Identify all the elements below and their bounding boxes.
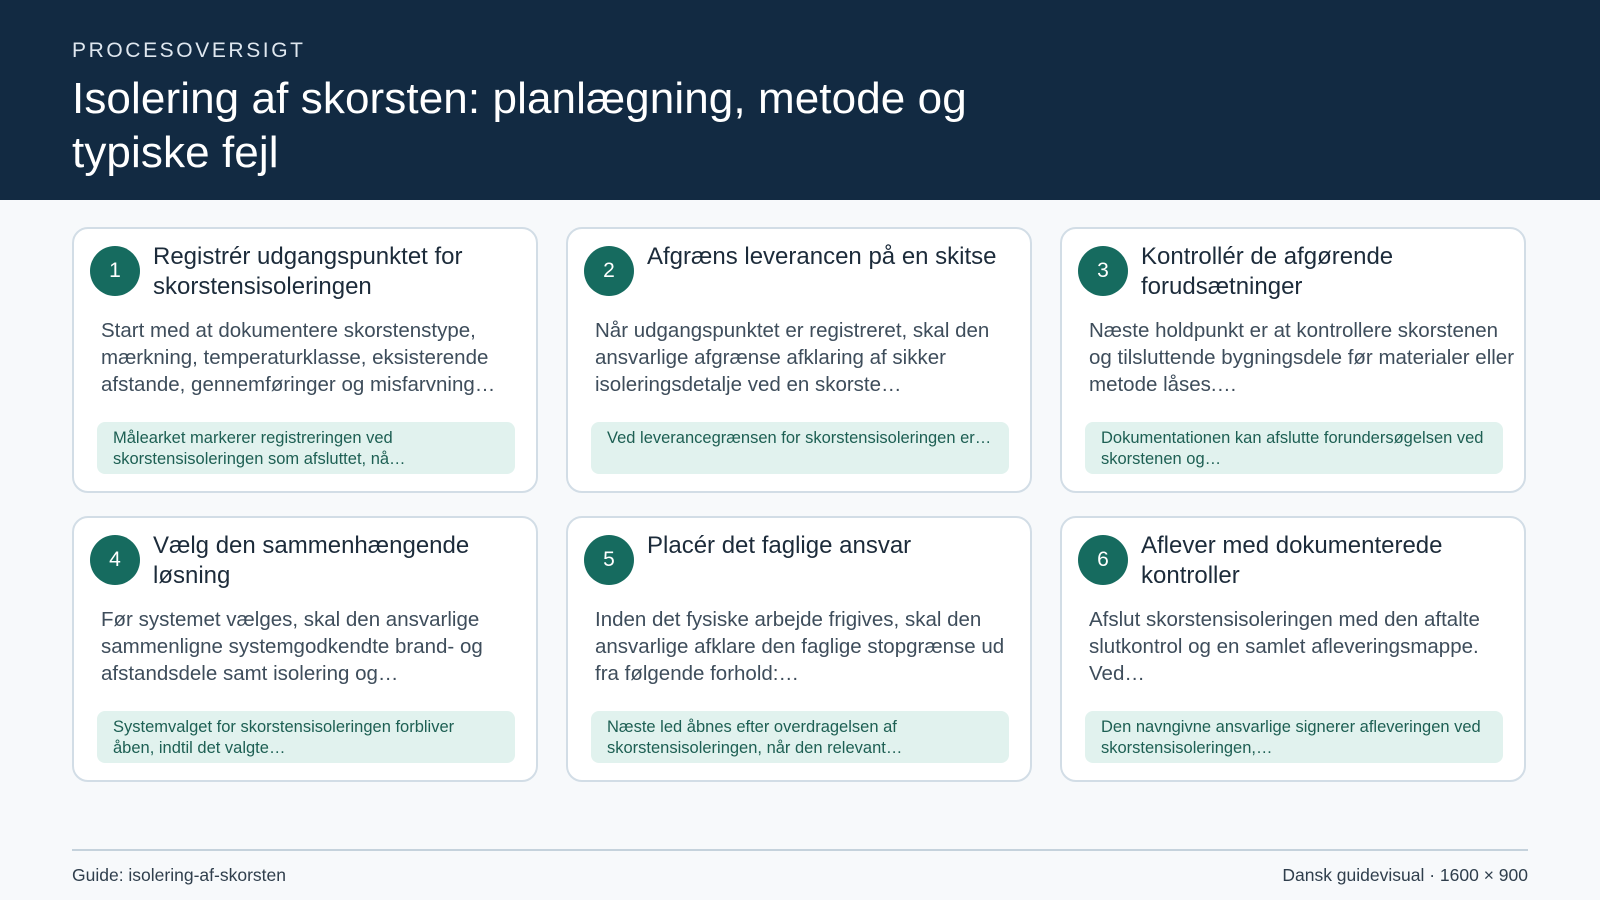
step-title: Afgræns leverancen på en skitse	[647, 243, 997, 270]
step-number-badge: 2	[584, 246, 634, 296]
step-note	[1085, 711, 1503, 763]
step-card-2	[566, 227, 1032, 493]
step-title: Aflever med dokumenterede kontroller	[1141, 532, 1443, 589]
step-note	[1085, 422, 1503, 474]
step-title: Kontrollér de afgørende forudsætninger	[1141, 243, 1394, 300]
footer-divider	[72, 849, 1528, 851]
step-title: Placér det faglige ansvar	[647, 532, 912, 559]
step-note-text: Målearket markerer registreringen ved skorstensisoleringen som afsluttet, nå…	[113, 429, 406, 468]
footer-guide-label: Guide: isolering-af-skorsten	[72, 865, 286, 885]
step-description: Start med at dokumentere skorstenstype, mærkning, temperaturklasse, eksisterende afstande, gennemføringer og misfarvning…	[101, 319, 496, 396]
step-card-1	[72, 227, 538, 493]
step-title: Registrér udgangspunktet for skorstensisoleringen	[153, 243, 463, 300]
header-banner	[0, 0, 1600, 200]
step-description: Næste holdpunkt er at kontrollere skorstenen og tilsluttende bygningsdele før materialer eller metode låses.…	[1089, 319, 1515, 396]
step-card-3	[1060, 227, 1526, 493]
page-title: Isolering af skorsten: planlægning, metode og typiske fejl	[72, 74, 967, 177]
step-number-badge: 6	[1078, 535, 1128, 585]
eyebrow-label: PROCESOVERSIGT	[72, 39, 306, 62]
step-note-text: Systemvalget for skorstensisoleringen forbliver åben, indtil det valgte…	[113, 718, 455, 757]
step-note-text: Ved leverancegrænsen for skorstensisoleringen er…	[607, 429, 992, 447]
step-title: Vælg den sammenhængende løsning	[153, 532, 470, 589]
step-description: Afslut skorstensisoleringen med den aftalte slutkontrol og en samlet afleveringsmappe. Ved…	[1089, 608, 1480, 685]
step-note	[591, 711, 1009, 763]
step-card-4	[72, 516, 538, 782]
step-description: Før systemet vælges, skal den ansvarlige sammenligne systemgodkendte brand- og afstandsdele samt isolering og…	[101, 608, 483, 685]
step-number-badge: 3	[1078, 246, 1128, 296]
step-number-badge: 1	[90, 246, 140, 296]
step-number-badge: 4	[90, 535, 140, 585]
step-card-5	[566, 516, 1032, 782]
step-description: Når udgangspunktet er registreret, skal den ansvarlige afgrænse afklaring af sikker isoleringsdetalje ved en skorste…	[595, 319, 990, 396]
footer-meta-label: Dansk guidevisual · 1600 × 900	[1282, 865, 1528, 885]
step-description: Inden det fysiske arbejde frigives, skal den ansvarlige afklare den faglige stopgrænse ud fra følgende forhold:…	[595, 608, 1005, 685]
step-note	[97, 711, 515, 763]
step-note-text: Dokumentationen kan afslutte forundersøgelsen ved skorstenen og…	[1101, 429, 1484, 468]
step-card-6	[1060, 516, 1526, 782]
step-note	[591, 422, 1009, 474]
step-note	[97, 422, 515, 474]
step-grid	[72, 227, 1528, 782]
step-number-badge: 5	[584, 535, 634, 585]
step-note-text: Den navngivne ansvarlige signerer afleveringen ved skorstensisoleringen,…	[1101, 718, 1481, 757]
step-note-text: Næste led åbnes efter overdragelsen af skorstensisoleringen, når den relevant…	[607, 718, 903, 757]
